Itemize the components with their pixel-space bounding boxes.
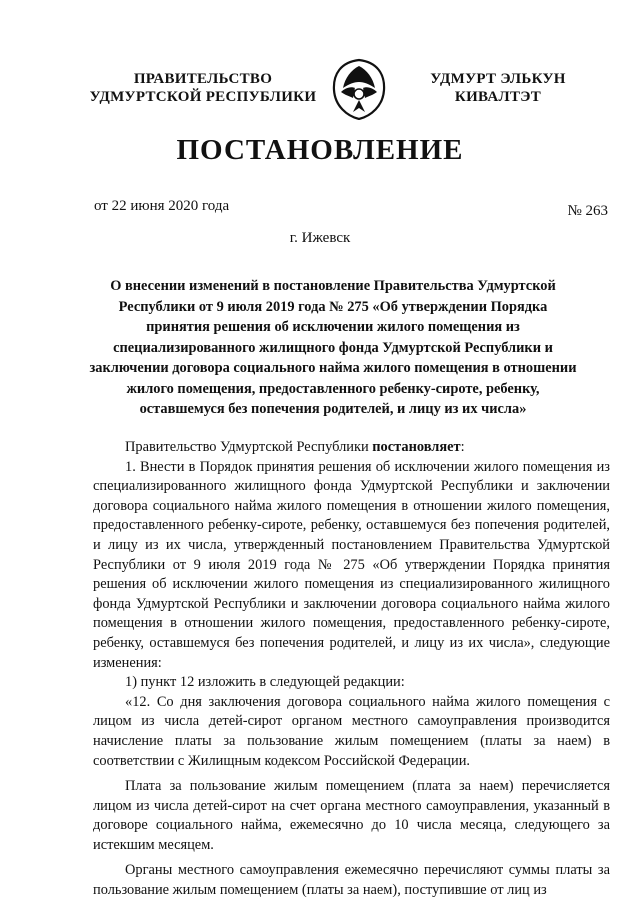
document-city: г. Ижевск [289,230,351,246]
body-paragraph-3: «12. Со дня заключения договора социального найма жилого помещения с лицом из числа детей-сирот органом местного самоуправления производится начисление платы за пользование жилым помещением (платы за наем) в соответствии с Жилищным кодексом Российской Федерации. [93,693,610,769]
intro-paragraph [93,438,610,458]
header-right-line-1: УДМУРТ ЭЛЬКУН [430,71,566,87]
government-name-udmurt [418,70,578,106]
intro-suffix: : [460,439,465,455]
body-paragraph-4: Плата за пользование жилым помещением (плата за наем) перечисляется лицом из числа детей-сирот на счет органа местного самоуправления, указанный в договоре социального найма, ежемесячно до 10 числа месяца, следующего за истекшим месяцем. [93,778,610,853]
header-right-line-2: КИВАЛТЭТ [454,89,542,105]
document-title: О внесении изменений в постановление Правительства Удмуртской Республики от 9 июля 2019 года № 275 «Об утверждении Порядка принятия решения об исключении жилого помещения из специализированного жилищного фонда Удмуртской Республики и заключении договора социального найма жилого помещения в отношении жилого помещения, предоставленного ребенку-сироте, ребенку, оставшемуся без попечения родителей, и лицу из их числа» [89,278,577,417]
body-paragraph-1: 1. Внести в Порядок принятия решения об исключении жилого помещения из специализированного жилищного фонда Удмуртской Республики и заключении договора социального найма жилого помещения в отношении жилого помещения, предоставленного ребенку-сироте, ребенку, оставшемуся без попечения родителей, и лицу из их числа, утвержденный постановлением Правительства Удмуртской Республики от 9 июля 2019 года № 275 «Об утверждении Порядка принятия решения об исключении жилого помещения из специализированного жилищного фонда Удмуртской Республики и заключении договора социального найма жилого помещения в отношении жилого помещения, предоставленного ребенку-сироте, ребенку, оставшемуся без попечения родителей, и лицу из их числа», следующие изменения: [93,458,610,671]
header-left-line-1: ПРАВИТЕЛЬСТВО [133,71,273,87]
document-type-heading: ПОСТАНОВЛЕНИЕ [176,134,464,166]
document-body [93,438,610,901]
body-paragraph-5: Органы местного самоуправления ежемесячно перечисляют суммы платы за пользование жилым помещением (платы за наем), поступившие от лиц из [93,862,610,899]
header-left-line-2: УДМУРТСКОЙ РЕСПУБЛИКИ [89,89,317,105]
government-name-russian [88,70,318,106]
body-paragraph-2: 1) пункт 12 изложить в следующей редакции: [125,674,405,691]
intro-prefix: Правительство Удмуртской Республики [125,439,373,455]
document-number: № 263 [567,203,608,219]
udmurt-coat-of-arms-icon [331,58,387,120]
intro-keyword: постановляет [372,439,461,455]
document-date: от 22 июня 2020 года [94,198,230,214]
